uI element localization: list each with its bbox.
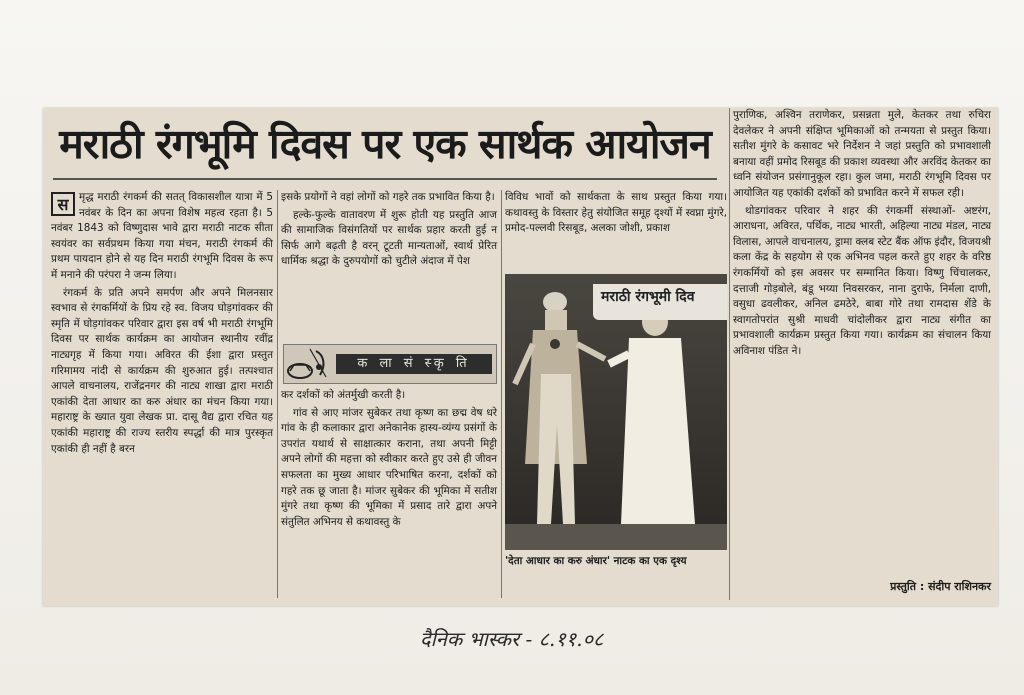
headline-rule	[53, 178, 717, 180]
col1-paragraph-2: रंगकर्म के प्रति अपने समर्पण और अपने मिलनसार स्वभाव से रंगकर्मियों के प्रिय रहे स्व. विजय घोड़गांवकर की स्मृति में घोड़गांवकर परिवार द्वारा इस वर्ष भी मराठी रंगभूमि दिवस पर सार्थक कार्यक्रम का आयोजन स्थानीय रवींद्र नाट्यगृह में किया गया। अविरत की ईशा द्वारा प्रस्तुत गरिमामय नांदी से कार्यक्रम की शुरुआत हुई। तत्पश्चात आपले वाचनालय, राजेंद्रनगर की नाट्य शाखा द्वारा मराठी एकांकी देता आधार का करु अंधार का मंचन किया गया। महाराष्ट्र के ख्यात युवा लेखक प्रा. दासू वैद्य द्वारा रचित यह एकांकी महाराष्ट्र की राज्य स्तरीय स्पर्द्धा की मात्र पुरस्कृत एकांकी ही नहीं है बरन	[51, 286, 273, 455]
col2-paragraph-4: गांव से आए मांजर सुबेकर तथा कृष्ण का छद्म वेष धरे गांव के ही कलाकार द्वारा अनेकानेक हास्य-व्यंग्य प्रसंगों के उपरांत यथार्थ से साक्षात्कार कराना, तथा अपनी मिट्टी अपने लोगों की महत्ता को स्वीकार करते हुए उसे ही जीवन सफलता का मुख्य आधार परिभाषित करना, दर्शकों को गहरे तक छू जाता है। मांजर सुबेकर की भूमिका में सतीश मुंगरे तथा कृष्ण की भूमिका में प्रसाद तारे द्वारा अपने संतुलित अभिनय से कथावस्तु के	[281, 406, 497, 528]
column-rule-3	[729, 108, 730, 600]
col4-paragraph-1: पुराणिक, अश्विन तराणेकर, प्रसन्नता मुले, केतकर तथा रुचिरा देवलेकर ने अपनी संक्षिप्त भूमिकाओं को तन्मयता से प्रस्तुत किया। सतीश मुंगरे के कसावट भरे निर्देशन ने जहां प्रस्तुति को प्रभावशाली बनाया वहीं प्रमोद रिसबूड की प्रकाश व्यवस्था और अरविंद केतकर का ध्वनि संयोजन प्रसंगानुकूल रहा। कुल जमा, मराठी रंगभूमि दिवस पर आयोजित यह एकांकी दर्शकों को प्रभावित करने में सफल रही।	[733, 109, 991, 199]
photo-banner	[593, 284, 727, 320]
drum-violin-icon	[286, 347, 330, 381]
author-credit: प्रस्तुति : संदीप राशिनकर	[890, 580, 991, 593]
col2-paragraph-3: कर दर्शकों को अंतर्मुखी करती है।	[281, 389, 406, 401]
source-annotation: दैनिक भास्कर - ८.११.०८	[420, 627, 604, 651]
kala-sanskriti-logo	[283, 344, 497, 384]
col1-paragraph-1: मृद्ध मराठी रंगकर्म की सतत् विकासशील यात्रा में 5 नवंबर के दिन का अपना विशेष महत्व रहता है। 5 नवंबर 1843 को विष्णुदास भावे द्वारा मराठी नाटक सीता स्वयंवर का सर्वप्रथम किया गया मंचन, मराठी रंगकर्म की प्रथम पायदान होने से यह दिन मराठी रंगभूमि दिवस के रूप में मनाने की परंपरा ने जन्म लिया।	[51, 191, 273, 281]
play-scene-photo	[505, 274, 727, 550]
newspaper-clipping	[43, 108, 998, 606]
drop-cap: स	[51, 192, 75, 216]
col2-paragraph-2: हल्के-फुल्के वातावरण में शुरू होती यह प्रस्तुति आज की सामाजिक विसंगतियों पर सार्थक प्रहार करती हुई न सिर्फ आगे बढ़ती है वरन् टूटती मान्यताओं, स्वार्थ प्रेरित धार्मिक श्रद्धा के दुरुपयोगों को चुटीले अंदाज में पेश	[281, 208, 497, 268]
col2-paragraph-1: इसके प्रयोगों ने वहां लोगों को गहरे तक प्रभावित किया है।	[281, 191, 495, 203]
column-3-upper	[505, 190, 727, 270]
column-1	[51, 190, 273, 600]
headline: मराठी रंगभूमि दिवस पर एक सार्थक आयोजन	[59, 120, 711, 168]
col3-paragraph-1: विविध भावों को सार्थकता के साथ प्रस्तुत किया गया। कथावस्तु के विस्तार हेतु संयोजित समूह दृश्यों में स्वप्ना मुंगरे, प्रमोद-पल्लवी रिसबूड, अलका जोशी, प्रकाश	[505, 191, 727, 235]
column-2-upper	[281, 190, 497, 342]
column-2-lower	[281, 388, 497, 600]
column-rule-2	[501, 190, 502, 598]
photo-banner-text: मराठी रंगभूमी दिव	[601, 289, 695, 305]
logo-label: क ला सं स्कृ ति	[336, 354, 492, 374]
col4-paragraph-2: थोडगांवकर परिवार ने शहर की रंगकर्मी संस्थाओं- अष्टरंग, आराधना, अविरत, पर्थिक, नाट्य भारती, अहिल्या नाट्य मंडल, नाट्य विलास, आपले वाचनालय, ड्रामा क्लब स्टेट बैंक ऑफ इंदौर, विजयश्री कला केंद्र के सहयोग से एक अभिनव पहल करते हुए शहर के वरिष्ठ रंगकर्मियों को इस अवसर पर सम्मानित किया। विष्णु चिंचालकर, दत्ताजी गोड़बोले, बंडू भय्या निवसरकर, नाना दुराफे, निर्मला दाणी, वसुधा ढवलीकर, अनिल ढमठेरे, बाबा गोरे तथा रामदास शेंडे के स्वागतोपरांत सुश्री माधवी चांदोलीकर द्वारा नाट्य संगीत का प्रभावशाली कार्यक्रम प्रस्तुत किया गया। कार्यक्रम का संचालन किया अविनाश पंडित ने।	[733, 204, 991, 357]
photo-caption: 'देता आधार का करु अंधार' नाटक का एक दृश्य	[505, 555, 687, 567]
column-4	[733, 108, 991, 600]
column-rule-1	[277, 190, 278, 598]
